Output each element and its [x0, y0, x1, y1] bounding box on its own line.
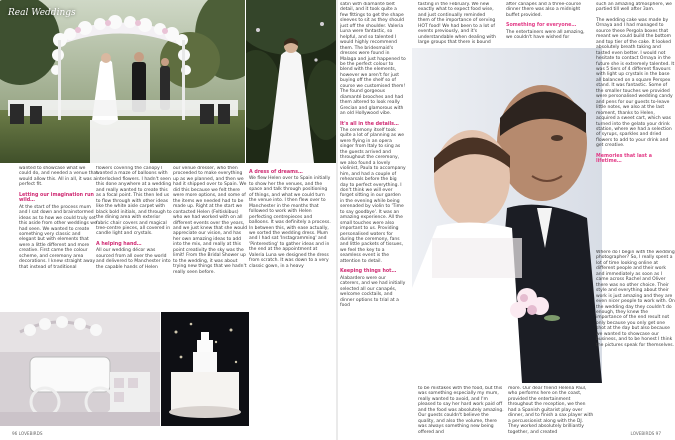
paragraph: All our wedding décor was sourced from all over the world and delivered to Manchester into the capable hands of Helen	[96, 248, 171, 270]
page-number-left: 96 LOVEBIRDS	[12, 431, 43, 436]
text-column-2	[96, 166, 174, 310]
text-column-8-top	[596, 2, 675, 250]
page-number-right: LOVEBIRDS 97	[630, 431, 661, 436]
paragraph: tasting in the February. We new exactly what to expect food wise, and just continually reminded them of the importance of serving HOT food! We had been to a lot of events previously, and it's understandable when dealing with large groups that there is bound	[418, 2, 496, 46]
paragraph: At the start of the process mum and I sat down and brainstormed ideas as to how we could truly set this aside from other weddings we had seen. We wanted to create something very classic and elegant but with elements that were a little different and more creative. First came the colour scheme, and ceremony area decorations. I knew straight away that instead of traditional	[19, 204, 97, 270]
paragraph: such an amazing atmosphere, we partied till well after 3am.	[596, 2, 672, 13]
bride-garden-photo	[246, 0, 336, 163]
text-column-5	[340, 2, 406, 432]
paragraph: The entertainers were all amazing, we couldn't have wished for	[506, 29, 585, 41]
ceremony-canopy-image	[0, 0, 245, 163]
subheading: Memories that last a lifetime…	[596, 153, 652, 165]
paragraph: satin with diamanté belt detail, and it took quite a few fittings to get the shape sleeves to sit as they should just off the shoulder. Valeria Luna were fantastic, so helpful, and so talented I would highly recommend them. The bridesmaid's dresses were found in Malaga and just happened to be the perfect colour to blend with the elements, however we aren't for just buying off the shelf so of course we customised them! The found gorgeous diamanté brooches and had them altered to look really Grecian and glamorous with an old Hollywood vibe.	[340, 2, 406, 117]
text-column-7-bottom	[508, 386, 594, 436]
paragraph: flowers covering the canopy I wanted a maze of balloons with interlocked flowers. I hadn't seen this done anywhere at a wedding and really wanted to create this as a focal point. This then led us to flow through with other ideas like the white aisle carpet with black bold initials, and through to the dining area with exterior fabric chair covers and magical tree-centre pieces, all covered in candle light and crystals.	[96, 166, 172, 237]
text-column-8-bottom	[596, 250, 675, 430]
reception-carriage-image	[0, 312, 160, 426]
paragraph: more. Our dear friend Helena Paul, who performs here on the coast, provided the entertainment throughout the reception, we then had a Spanish guitarist play over dinner, and to finish a sax player with a percussionist along with the DJ. They worked absolutely brilliantly together, and created	[508, 386, 594, 435]
paragraph: Alabardero were our caterers, and we had initially selected all our canapés, welcome cocktails, and dinner options to trial at a food	[340, 275, 406, 309]
paragraph: to be mistakes with the food, but this was something especially my mum, really wanted to avoid, and I'm pleased to say her hard work paid off and the food was absolutely amazing. Our guests couldn't believe the quality, and also the volume, there was always something new being offered and	[418, 386, 504, 435]
paragraph: The ceremony itself took quite a lot of planning as we were flying in an opera singer from Italy to sing as the guests arrived and throughout the ceremony, we also found a lovely violinist, Paula to accompany him, and had a couple of rehearsals before the big day to perfect everything. I don't think we will ever forget sitting in our garden in the evening while being serenaded by violin to 'Time to say goodbye'. It was an amazing experience. All the small touches were also important to us. Providing personalised waters for during the ceremony, fans and little packets of tissues, we feel the key to a seamless event is the attention to detail.	[340, 127, 406, 264]
paragraph: our venue dresser, who then proceeded to make everything up as we planned, and then we had it shipped over to Spain. We did this because we felt there were more options, and some of the items we needed had to be made up. Right at the start we contacted Helen (Feltiskibus) who we had worked with on all different events over the years, and we just knew that she would appreciate our vision, and has her own amazing ideas to add into the mix, and really at this point creativity the sky was the limit! From the Bridal Shower up to the wedding, it was about trying new things that we hadn't really seen before.	[173, 166, 248, 275]
text-column-4	[249, 166, 331, 416]
paragraph: after canapés and a three-course dinner there was also a midnight buffet provided.	[506, 2, 581, 18]
cake-table-photo	[161, 312, 249, 426]
subheading: Letting our imagination run wild…	[19, 192, 94, 204]
left-page	[0, 0, 337, 440]
paragraph: We flew Helen over to Spain initially to show her the venues, and the space and talk through positioning of things, and what we could turn the venue into. I then flew over to Manchester in the months that followed to work with Helen perfecting centrepieces and balloons. It was definitely a process. In between this, with ease actually, we sorted the wedding dress. Mum and I had sat 'Instagramming' and 'Pinteresting' to gather ideas and in the end at the appointment at Valeria Luna we designed the dress from scratch. It was down to a very classic gown, in a heavy	[249, 176, 331, 269]
ceremony-canopy-photo	[0, 0, 245, 163]
subheading: Keeping things hot…	[340, 269, 397, 275]
text-column-3	[173, 166, 248, 310]
text-column-7-top	[506, 2, 590, 46]
paragraph: wanted to showcase what we could do, and needed a venue that would allow this. All in all, it was a perfect fit.	[19, 166, 98, 188]
text-column-6	[418, 2, 498, 46]
bride-garden-image	[246, 0, 336, 163]
couple-portrait-image	[412, 48, 602, 383]
cake-table-image	[161, 312, 249, 426]
subheading: A dress of dreams…	[249, 170, 303, 175]
subheading: It's all in the details…	[340, 121, 399, 127]
reception-carriage-photo	[0, 312, 160, 426]
right-page	[338, 0, 675, 440]
couple-portrait-photo	[412, 48, 602, 383]
subheading: A helping hand…	[96, 241, 142, 247]
paragraph: Where do I begin with the wedding photographer? So, I really spent a lot of time looking online at different people and their work and immediately as soon as I came across Rachel and Oliver there was no other choice. Their style and everything about their work is just amazing and they are even nicer people to work with. On the wedding day they couldn't do enough, they knew the importance of the end result not only because you only get one shot at the day but also because we wanted to showcase our business, and to be honest I think the pictures speak for themselves.	[596, 250, 675, 348]
paragraph: The wedding cake was made by Ornaya and I had managed to source these Pergola boxes that meant we could build the bottom and top tier of the cake. It looked absolutely breath taking and tasted even better. I would not hesitate to contact Ornaya in the future she is extremely talented. It was 5 tiers of 4 different flavours with light up crystals in the base all balanced on a square Perspex stand. It was fantastic. Some of the smaller touches we provided were personalised wedding candy and pens for our guests to-leave little notes, we also at the last moment, thanks to Helen, acquired a sweet cart, which was turned into the gelato your drink station, where we had a selection of syrups, sparkles and dried flowers to add to your drink and get creative.	[596, 17, 675, 149]
text-column-6-bottom	[418, 386, 504, 436]
section-title: Real Weddings	[8, 8, 76, 18]
subheading: Something for everyone…	[506, 23, 577, 29]
